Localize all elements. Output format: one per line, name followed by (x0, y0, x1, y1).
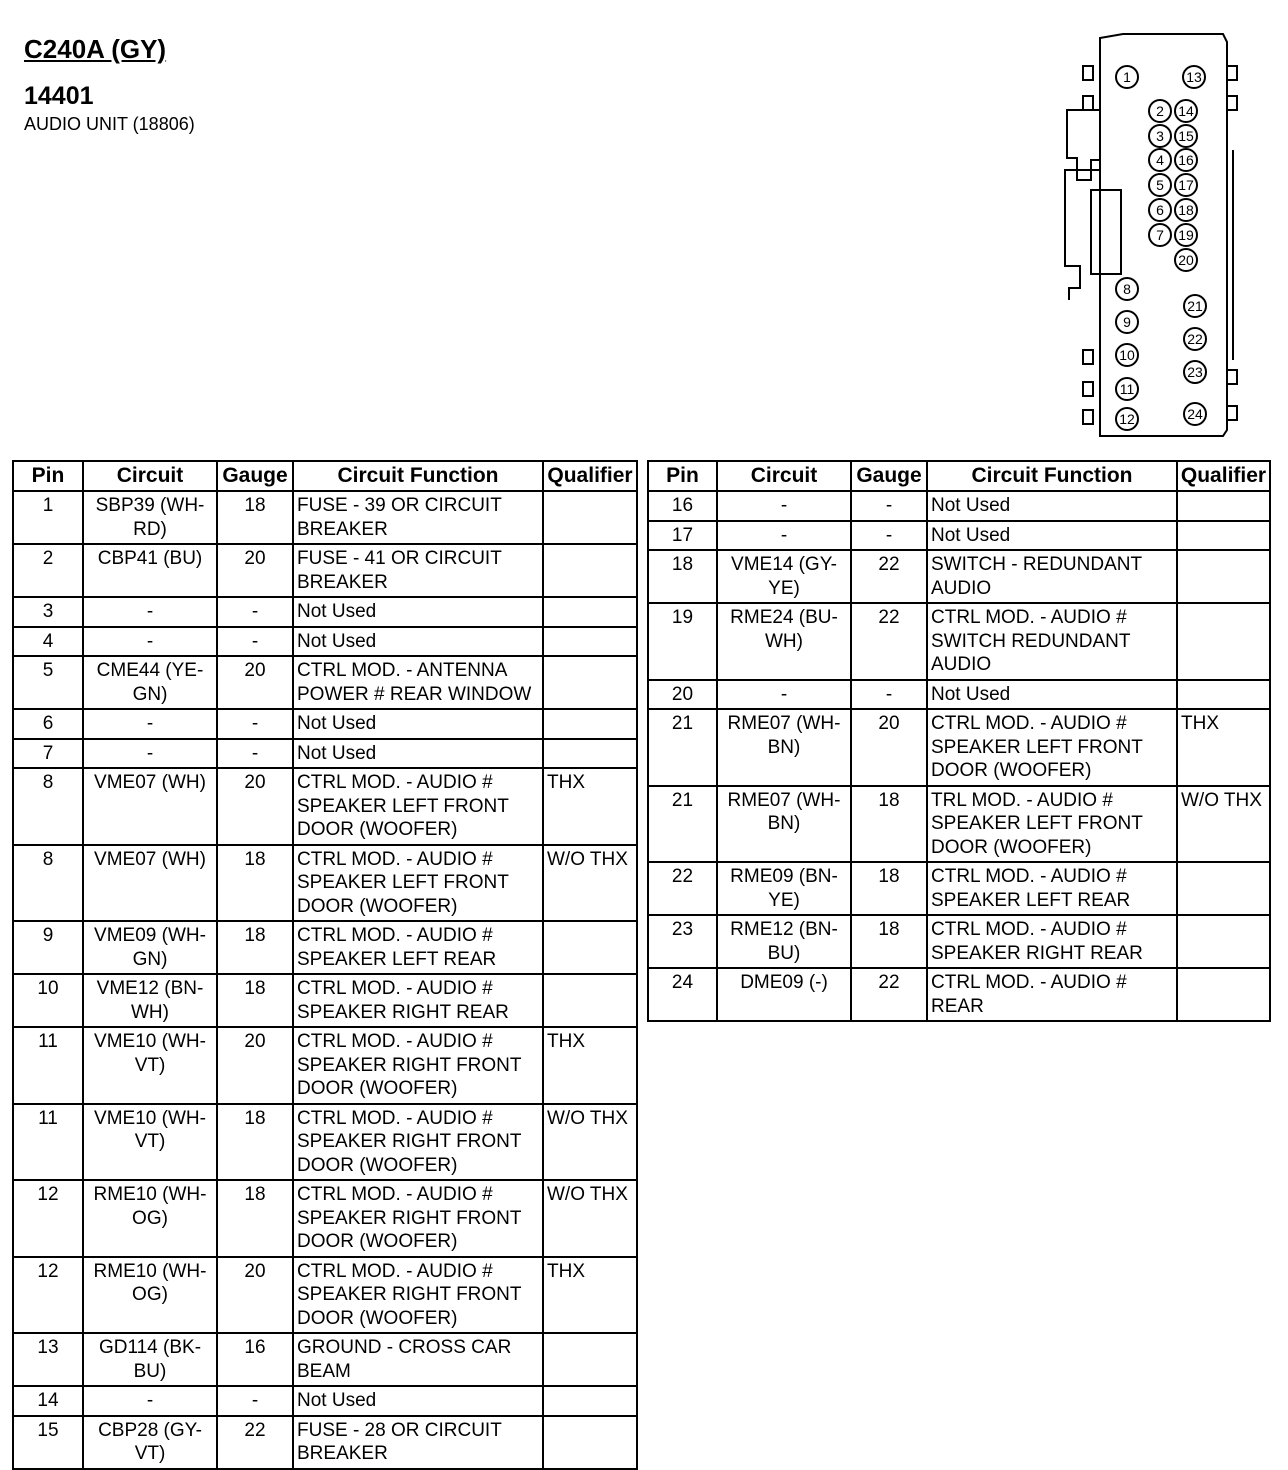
cell-pin: 7 (13, 739, 83, 769)
connector-pin-label: 12 (1119, 411, 1135, 427)
cell-circuit: - (83, 627, 217, 657)
table-row (13, 1180, 637, 1257)
cell-circuit: VME12 (BN-WH) (83, 974, 217, 1027)
cell-pin: 10 (13, 974, 83, 1027)
connector-pin-label: 20 (1178, 252, 1194, 268)
connector-pin (1116, 278, 1138, 300)
connector-pin (1175, 174, 1197, 196)
col-qualifier-header: Qualifier (543, 461, 637, 491)
cell-pin: 3 (13, 597, 83, 627)
cell-pin: 16 (648, 491, 717, 521)
cell-circuit: RME12 (BN-BU) (717, 915, 851, 968)
cell-gauge: 18 (217, 974, 293, 1027)
connector-pin (1149, 125, 1171, 147)
cell-circuit: SBP39 (WH-RD) (83, 491, 217, 544)
connector-pin-label: 3 (1156, 128, 1164, 144)
connector-pin-label: 8 (1123, 281, 1131, 297)
table-row (13, 768, 637, 845)
cell-gauge: 20 (217, 544, 293, 597)
cell-qualifier (543, 491, 637, 544)
connector-pin (1175, 199, 1197, 221)
cell-qualifier (1177, 603, 1270, 680)
table-row (13, 709, 637, 739)
connector-pin (1184, 403, 1206, 425)
cell-pin: 13 (13, 1333, 83, 1386)
cell-circuit: GD114 (BK-BU) (83, 1333, 217, 1386)
col-gauge-header: Gauge (217, 461, 293, 491)
cell-circuit: CBP41 (BU) (83, 544, 217, 597)
table-row (13, 1333, 637, 1386)
cell-qualifier: W/O THX (543, 845, 637, 922)
connector-pin (1175, 100, 1197, 122)
cell-qualifier (543, 921, 637, 974)
connector-pin (1184, 328, 1206, 350)
cell-circuit: - (83, 597, 217, 627)
cell-function: CTRL MOD. - AUDIO # SPEAKER RIGHT FRONT DOOR (WOOFER) (293, 1027, 543, 1104)
cell-qualifier: W/O THX (1177, 786, 1270, 863)
table-header-row (648, 461, 1270, 491)
col-function-header: Circuit Function (927, 461, 1177, 491)
table-row (13, 627, 637, 657)
cell-function: CTRL MOD. - AUDIO # SPEAKER RIGHT REAR (293, 974, 543, 1027)
cell-qualifier (543, 656, 637, 709)
connector-pin (1116, 378, 1138, 400)
cell-circuit: - (717, 491, 851, 521)
connector-pin (1149, 224, 1171, 246)
table-row (13, 1416, 637, 1469)
table-row (648, 603, 1270, 680)
cell-gauge: 18 (217, 845, 293, 922)
table-row (13, 656, 637, 709)
connector-pin (1184, 361, 1206, 383)
cell-pin: 6 (13, 709, 83, 739)
cell-gauge: - (851, 491, 927, 521)
connector-pin (1149, 149, 1171, 171)
connector-pin-label: 15 (1178, 128, 1194, 144)
cell-function: GROUND - CROSS CAR BEAM (293, 1333, 543, 1386)
cell-function: CTRL MOD. - AUDIO # SPEAKER LEFT REAR (927, 862, 1177, 915)
cell-pin: 21 (648, 786, 717, 863)
cell-circuit: - (717, 680, 851, 710)
cell-circuit: VME10 (WH-VT) (83, 1104, 217, 1181)
cell-function: CTRL MOD. - AUDIO # REAR (927, 968, 1177, 1021)
connector-pin-label: 16 (1178, 152, 1194, 168)
connector-pin-label: 6 (1156, 202, 1164, 218)
cell-qualifier (543, 544, 637, 597)
cell-gauge: - (851, 680, 927, 710)
cell-circuit: VME07 (WH) (83, 768, 217, 845)
cell-function: FUSE - 28 OR CIRCUIT BREAKER (293, 1416, 543, 1469)
cell-pin: 19 (648, 603, 717, 680)
cell-circuit: CBP28 (GY-VT) (83, 1416, 217, 1469)
cell-qualifier (543, 739, 637, 769)
table-row (648, 521, 1270, 551)
cell-gauge: 20 (217, 1257, 293, 1334)
connector-pin-label: 4 (1156, 152, 1164, 168)
cell-gauge: 20 (851, 709, 927, 786)
cell-pin: 14 (13, 1386, 83, 1416)
cell-function: Not Used (927, 521, 1177, 551)
cell-pin: 20 (648, 680, 717, 710)
connector-pin (1175, 224, 1197, 246)
col-pin-header: Pin (13, 461, 83, 491)
cell-gauge: 20 (217, 656, 293, 709)
cell-function: SWITCH - REDUNDANT AUDIO (927, 550, 1177, 603)
cell-gauge: 20 (217, 768, 293, 845)
cell-gauge: 18 (217, 921, 293, 974)
cell-function: CTRL MOD. - AUDIO # SPEAKER LEFT FRONT DOOR (WOOFER) (293, 845, 543, 922)
connector-pin (1116, 66, 1138, 88)
cell-pin: 17 (648, 521, 717, 551)
table-row (13, 1027, 637, 1104)
cell-qualifier: THX (543, 1027, 637, 1104)
cell-function: CTRL MOD. - AUDIO # SPEAKER RIGHT FRONT DOOR (WOOFER) (293, 1180, 543, 1257)
table-row (13, 921, 637, 974)
connector-pin-label: 5 (1156, 177, 1164, 193)
col-gauge-header: Gauge (851, 461, 927, 491)
cell-qualifier (543, 1386, 637, 1416)
cell-qualifier: W/O THX (543, 1180, 637, 1257)
cell-qualifier (543, 974, 637, 1027)
connector-pin-label: 9 (1123, 314, 1131, 330)
cell-function: TRL MOD. - AUDIO # SPEAKER LEFT FRONT DOOR (WOOFER) (927, 786, 1177, 863)
connector-pin-label: 18 (1178, 202, 1194, 218)
cell-circuit: - (83, 709, 217, 739)
cell-circuit: - (717, 521, 851, 551)
table-row (648, 786, 1270, 863)
cell-qualifier: THX (543, 768, 637, 845)
col-qualifier-header: Qualifier (1177, 461, 1270, 491)
cell-function: Not Used (293, 709, 543, 739)
table-row (13, 974, 637, 1027)
connector-pin (1184, 295, 1206, 317)
cell-pin: 4 (13, 627, 83, 657)
cell-pin: 9 (13, 921, 83, 974)
cell-pin: 1 (13, 491, 83, 544)
pin-table-left (12, 460, 638, 1470)
connector-pin-label: 19 (1178, 227, 1194, 243)
cell-qualifier: THX (543, 1257, 637, 1334)
cell-function: CTRL MOD. - AUDIO # SPEAKER RIGHT REAR (927, 915, 1177, 968)
cell-qualifier: THX (1177, 709, 1270, 786)
cell-circuit: RME10 (WH-OG) (83, 1180, 217, 1257)
cell-qualifier (1177, 968, 1270, 1021)
connector-code: C240A (GY) (24, 34, 167, 64)
connector-pin (1175, 125, 1197, 147)
connector-pin (1149, 100, 1171, 122)
cell-pin: 8 (13, 768, 83, 845)
table-header-row (13, 461, 637, 491)
connector-pin-label: 17 (1178, 177, 1194, 193)
cell-gauge: 16 (217, 1333, 293, 1386)
cell-pin: 2 (13, 544, 83, 597)
cell-qualifier (543, 709, 637, 739)
cell-pin: 8 (13, 845, 83, 922)
cell-gauge: - (851, 521, 927, 551)
cell-function: CTRL MOD. - AUDIO # SPEAKER LEFT REAR (293, 921, 543, 974)
connector-pin-label: 23 (1187, 364, 1203, 380)
cell-gauge: 18 (851, 862, 927, 915)
cell-qualifier (1177, 521, 1270, 551)
cell-qualifier (543, 1416, 637, 1469)
component-description: AUDIO UNIT (18806) (24, 114, 195, 134)
table-row (13, 1386, 637, 1416)
cell-function: Not Used (293, 1386, 543, 1416)
table-row (13, 845, 637, 922)
cell-gauge: 22 (851, 550, 927, 603)
cell-circuit: RME10 (WH-OG) (83, 1257, 217, 1334)
cell-pin: 22 (648, 862, 717, 915)
cell-pin: 5 (13, 656, 83, 709)
cell-function: CTRL MOD. - AUDIO # SPEAKER LEFT FRONT DOOR (WOOFER) (293, 768, 543, 845)
col-circuit-header: Circuit (83, 461, 217, 491)
col-function-header: Circuit Function (293, 461, 543, 491)
cell-gauge: 18 (217, 1104, 293, 1181)
connector-pin-label: 7 (1156, 227, 1164, 243)
cell-function: CTRL MOD. - AUDIO # SPEAKER RIGHT FRONT DOOR (WOOFER) (293, 1104, 543, 1181)
connector-pin (1175, 149, 1197, 171)
connector-pin-label: 14 (1178, 103, 1194, 119)
cell-pin: 21 (648, 709, 717, 786)
cell-function: Not Used (293, 597, 543, 627)
connector-pin (1116, 408, 1138, 430)
table-row (13, 597, 637, 627)
cell-circuit: RME07 (WH-BN) (717, 786, 851, 863)
cell-pin: 23 (648, 915, 717, 968)
cell-circuit: CME44 (YE-GN) (83, 656, 217, 709)
connector-pin (1183, 66, 1205, 88)
cell-gauge: 22 (851, 968, 927, 1021)
table-row (648, 915, 1270, 968)
table-row (648, 550, 1270, 603)
connector-face-diagram (1055, 30, 1275, 450)
cell-qualifier (1177, 862, 1270, 915)
connector-pin-label: 22 (1187, 331, 1203, 347)
cell-qualifier (543, 1333, 637, 1386)
table-row (648, 862, 1270, 915)
cell-function: CTRL MOD. - AUDIO # SPEAKER LEFT FRONT DOOR (WOOFER) (927, 709, 1177, 786)
cell-qualifier (543, 597, 637, 627)
cell-pin: 11 (13, 1027, 83, 1104)
cell-pin: 15 (13, 1416, 83, 1469)
connector-pin (1149, 199, 1171, 221)
cell-gauge: 22 (217, 1416, 293, 1469)
connector-pin (1175, 249, 1197, 271)
connector-pin-label: 11 (1119, 381, 1135, 397)
cell-qualifier (543, 627, 637, 657)
cell-qualifier (1177, 491, 1270, 521)
connector-pin-label: 2 (1156, 103, 1164, 119)
cell-qualifier (1177, 915, 1270, 968)
cell-pin: 18 (648, 550, 717, 603)
cell-function: Not Used (293, 627, 543, 657)
table-row (648, 968, 1270, 1021)
cell-gauge: - (217, 739, 293, 769)
table-row (13, 1257, 637, 1334)
cell-gauge: - (217, 709, 293, 739)
cell-gauge: 18 (217, 491, 293, 544)
cell-gauge: 18 (217, 1180, 293, 1257)
cell-gauge: 22 (851, 603, 927, 680)
part-number: 14401 (24, 82, 94, 110)
table-row (648, 680, 1270, 710)
table-row (13, 544, 637, 597)
cell-circuit: - (83, 1386, 217, 1416)
table-row (13, 739, 637, 769)
cell-function: Not Used (293, 739, 543, 769)
cell-function: CTRL MOD. - AUDIO # SWITCH REDUNDANT AUDIO (927, 603, 1177, 680)
table-row (648, 491, 1270, 521)
connector-pin-label: 1 (1123, 69, 1131, 85)
col-pin-header: Pin (648, 461, 717, 491)
cell-pin: 11 (13, 1104, 83, 1181)
cell-circuit: RME24 (BU-WH) (717, 603, 851, 680)
cell-qualifier (1177, 550, 1270, 603)
cell-function: CTRL MOD. - AUDIO # SPEAKER RIGHT FRONT DOOR (WOOFER) (293, 1257, 543, 1334)
cell-pin: 12 (13, 1257, 83, 1334)
cell-circuit: RME07 (WH-BN) (717, 709, 851, 786)
connector-pin-label: 13 (1186, 69, 1202, 85)
table-row (13, 1104, 637, 1181)
connector-pin-label: 21 (1187, 298, 1203, 314)
cell-function: Not Used (927, 680, 1177, 710)
cell-gauge: 20 (217, 1027, 293, 1104)
cell-gauge: 18 (851, 915, 927, 968)
cell-gauge: - (217, 1386, 293, 1416)
connector-pin-label: 24 (1187, 406, 1203, 422)
pin-table-right (647, 460, 1271, 1022)
cell-circuit: RME09 (BN-YE) (717, 862, 851, 915)
cell-pin: 24 (648, 968, 717, 1021)
connector-pin (1116, 344, 1138, 366)
cell-gauge: - (217, 627, 293, 657)
col-circuit-header: Circuit (717, 461, 851, 491)
table-row (648, 709, 1270, 786)
cell-circuit: DME09 (-) (717, 968, 851, 1021)
cell-circuit: VME07 (WH) (83, 845, 217, 922)
cell-gauge: 18 (851, 786, 927, 863)
cell-gauge: - (217, 597, 293, 627)
cell-circuit: VME10 (WH-VT) (83, 1027, 217, 1104)
connector-pin-label: 10 (1119, 347, 1135, 363)
cell-function: FUSE - 41 OR CIRCUIT BREAKER (293, 544, 543, 597)
cell-qualifier (1177, 680, 1270, 710)
cell-qualifier: W/O THX (543, 1104, 637, 1181)
cell-function: FUSE - 39 OR CIRCUIT BREAKER (293, 491, 543, 544)
cell-circuit: VME09 (WH-GN) (83, 921, 217, 974)
cell-circuit: - (83, 739, 217, 769)
connector-pin (1116, 311, 1138, 333)
cell-function: CTRL MOD. - ANTENNA POWER # REAR WINDOW (293, 656, 543, 709)
cell-pin: 12 (13, 1180, 83, 1257)
connector-pin (1149, 174, 1171, 196)
table-row (13, 491, 637, 544)
cell-circuit: VME14 (GY-YE) (717, 550, 851, 603)
cell-function: Not Used (927, 491, 1177, 521)
